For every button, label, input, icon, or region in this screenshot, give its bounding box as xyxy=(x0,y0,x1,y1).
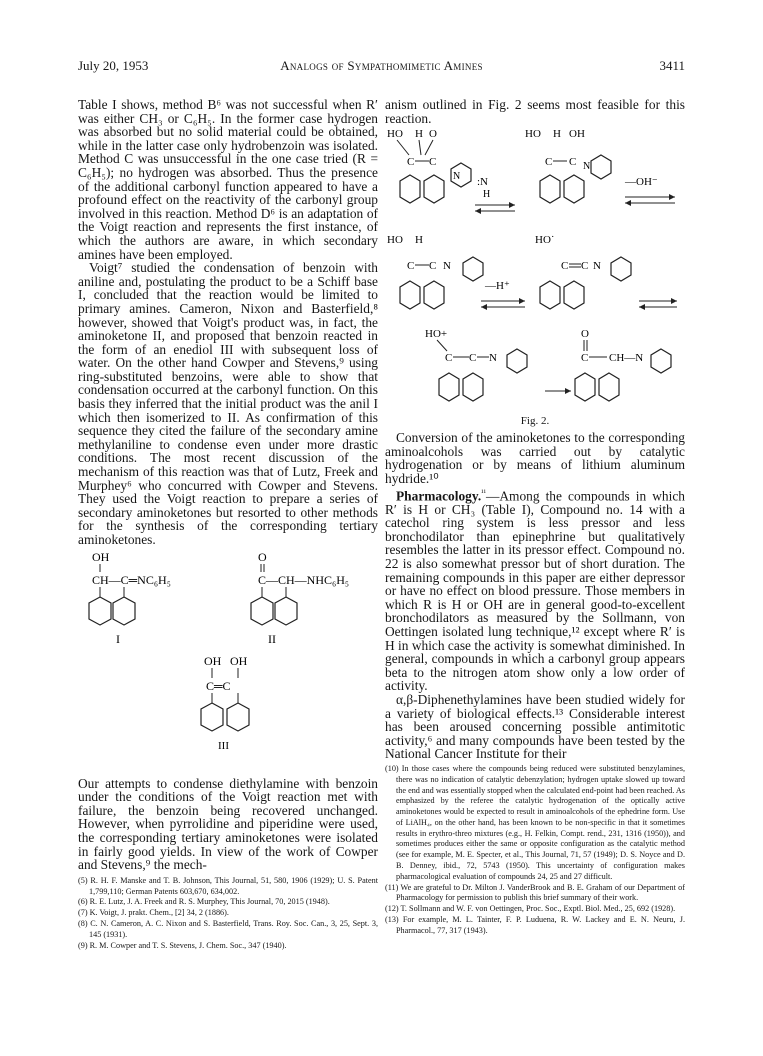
right-paragraph-2: Conversion of the aminoketones to the corresponding aminoalcohols was carried out by catalytic hydrogenation or by means of lithium aluminum hydride.¹⁰ xyxy=(385,430,685,486)
fig-hodot: HO˙ xyxy=(535,234,555,247)
fig-n2: N xyxy=(583,161,591,173)
pharmacology-sup: ¹¹ xyxy=(481,487,486,497)
fig-c1: C xyxy=(407,156,415,169)
footnote-10: (10) In those cases where the compounds being reduced were substituted benzylamines, there was no indication of catalytic debenzylation; hydrogen uptake slowed up toward the end and was essentially stopped when the calculated end-point had been reached. As emphasized by the referee the catalytic hydrogenation of the optically active aminoketones would be expected to result in aminoalcohols of the ephedrine form. Use of LiAlH₄, on the other hand, has been known to be non-specific in that it sometimes results in erythro-threo mixtures (e.g., H. Felkin, Compt. rend., 231, 1316 (1950)), and sometimes produces either the same or opposite configuration as the catalytic method (see for example, M. E. Specter, et al., This Journal, 71, 57 (1949); D. S. Noyce and D. B. Denney, ibid., 72, 5743 (1950). This uncertainty of configuration makes pharmacological evaluation of compounds 24, 25 and 27 difficult. xyxy=(385,763,685,881)
fig-n1: N xyxy=(453,171,461,183)
fig-ch-n: CH—N xyxy=(609,352,644,365)
struct-II-chain: C—CH—NHC₆H₅ xyxy=(258,572,350,587)
footnote-5: (5) R. H. F. Manske and T. B. Johnson, This Journal, 51, 580, 1906 (1929); U. S. Patent 1,799,110; German Patents 603,670, 634,002. xyxy=(78,875,378,896)
fig-h-2: H xyxy=(553,128,561,141)
structures-i-ii-iii xyxy=(78,547,378,777)
struct-I-chain: CH—C═NC₆H₅ xyxy=(92,572,171,587)
footnote-6: (6) R. E. Lutz, J. A. Freek and R. S. Murphey, This Journal, 70, 2015 (1948). xyxy=(78,897,330,907)
footnote-9: (9) R. M. Cowper and T. S. Stevens, J. Chem. Soc., 347 (1940). xyxy=(78,940,287,950)
fig-c2: C xyxy=(429,156,437,169)
header-date: July 20, 1953 xyxy=(78,58,149,73)
left-paragraph-1: Table I shows, method B⁶ was not successful when R′ was either CH₃ or C₆H₅. In the former case hydrogen was absorbed but no solid material could be obtained, while in the latter case only hydrobenzoin was isolated. Method C was unsuccessful in the one case tried (R = C₆H₅); no hydrogen was absorbed. Thus the presence of the additional carbonyl function appeared to have a profound effect on the reactivity of the carbonyl group involved in this reaction. Method D⁶ is an adaptation of the Voigt reaction and represents the first instance, of which the authors are aware, in which secondary amines have been employed. xyxy=(78,97,378,262)
left-paragraph-2: Voigt⁷ studied the condensation of benzoin with aniline and, postulating the product to be a Schiff base I, concluded that the reaction would be limited to primary amines. Cameron, Nixon and Basterfield,⁸ however, showed that Voigt's product was, in fact, the aminoketone II, and proposed that benzoin reacted in the form of an enediol III with subsequent loss of water. On the other hand Cowper and Stevens,⁹ using ring-substituted benzoins, were able to show that condensation occurred at the carbonyl function. On this basis they inferred that the initial product was the anil I which then isomerized to II. As confirmation of this sequence they cited the failure of the secondary amine methylaniline to condense even under more drastic conditions. The most recent discussion of the mechanism of this reaction was that of Lutz, Freek and Murphey⁶ who concurred with Cowper and Stevens. They used the Voigt reaction to prepare a series of secondary aminoketones but resorted to other methods for the synthesis of the corresponding tertiary aminoketones. xyxy=(78,260,378,547)
fig-ho: HO xyxy=(387,128,403,141)
footnote-7: (7) K. Voigt, J. prakt. Chem., [2] 34, 2 (1886). xyxy=(78,908,229,918)
fig-h: H xyxy=(415,128,423,141)
fig-c8: C xyxy=(581,260,589,273)
fig-h-amine: H xyxy=(483,189,491,201)
fig-hplus: —H⁺ xyxy=(485,280,510,293)
struct-III-cc: C═C xyxy=(206,678,231,693)
struct-III-oh2: OH xyxy=(230,653,248,668)
fig-oh-2: OH xyxy=(569,128,585,141)
structure-I xyxy=(89,550,171,646)
fig-c6: C xyxy=(429,260,437,273)
struct-III-label: III xyxy=(218,739,229,752)
pharmacology-heading: Pharmacology. xyxy=(396,488,482,504)
fig-c11: C xyxy=(581,352,589,365)
fig-o-2: O xyxy=(581,328,589,341)
left-paragraph-2a xyxy=(78,261,378,546)
fig-n5: N xyxy=(489,352,497,365)
figure-caption: Fig. 2. xyxy=(520,415,550,428)
fig-c3: C xyxy=(545,156,553,169)
footnote-11: (11) We are grateful to Dr. Milton J. VanderBrook and B. E. Graham of our Department of Pharmacology for permission to publish this brief summary of their work. xyxy=(385,882,685,903)
right-footnotes xyxy=(385,764,685,937)
fig-h-3: H xyxy=(415,234,423,247)
fig-c7: C xyxy=(561,260,569,273)
structure-II xyxy=(251,550,349,646)
fig-ho-2: HO xyxy=(525,128,541,141)
fig2-row3 xyxy=(425,328,671,401)
footnote-13: (13) For example, M. L. Tainter, F. P. Luduena, R. W. Lackey and E. N. Neuru, J. Pharmacol., 77, 317 (1943). xyxy=(385,915,685,935)
fig-c9: C xyxy=(445,352,453,365)
struct-III-oh1: OH xyxy=(204,653,222,668)
fig2-amine xyxy=(475,176,515,214)
right-paragraph-1: anism outlined in Fig. 2 seems most feasible for this reaction. xyxy=(385,97,685,126)
fig-o: O xyxy=(429,128,437,141)
figure-2-mechanism xyxy=(385,125,685,413)
fig-nh: :N xyxy=(477,176,488,189)
struct-I-oh: OH xyxy=(92,549,110,564)
struct-I-label: I xyxy=(116,631,120,646)
pharmacology-text: —Among the compounds in which R′ is H or CH₃ (Table I), Compound no. 14 with a catechol ring system is less pressor and less bronchodilator than epinephrine but qualitatively resembles the latter in its pressor effect. Compound no. 22 is also somewhat pressor but of short duration. The remaining compounds in this paper are either depressor or have no effect on blood pressure. Those members in which R is H or OH are in general good-to-excellent bronchodilators as measured by the Sollmann, von Oettingen isolated lung technique,¹² except where R′ is H in which case the activity is somewhat diminished. In general, compounds in which a carbonyl group appears beta to the nitrogen atom show only a low order of activity. xyxy=(385,488,685,694)
structure-III xyxy=(201,654,249,752)
fig2-row1-right xyxy=(525,128,675,206)
right-paragraph-4: α,β-Diphenethylamines have been studied widely for a variety of biological effects.¹³ Considerable interest has been aroused concerning possible antimitotic activity,⁶ and many compounds have been tested by the National Cancer Institute for their xyxy=(385,691,685,762)
struct-II-label: II xyxy=(268,631,276,646)
header-title: Analogs of Sympathomimetic Amines xyxy=(280,58,483,73)
right-column xyxy=(385,98,685,937)
fig-c10: C xyxy=(469,352,477,365)
fig2-row2 xyxy=(387,234,677,310)
fig-hoplus: HO+ xyxy=(425,328,448,341)
right-paragraph-3 xyxy=(385,486,685,693)
fig-c4: C xyxy=(569,156,577,169)
fig-n3: N xyxy=(443,260,451,273)
left-paragraph-3: Our attempts to condense diethylamine with benzoin under the conditions of the Voigt reaction met with failure, the benzoin being recovered unchanged. However, when pyrrolidine and piperidine were used, the corresponding tertiary aminoketones were isolated in fairly good yields. In view of the work of Cowper and Stevens,⁹ the mech- xyxy=(78,775,378,873)
footnote-12: (12) T. Sollmann and W. F. von Oettingen, Proc. Soc., Exptl. Biol. Med., 25, 692 (1928). xyxy=(385,904,676,914)
left-footnotes xyxy=(78,876,378,952)
page-number: 3411 xyxy=(659,58,685,73)
struct-II-o: O xyxy=(258,549,267,564)
fig-c5: C xyxy=(407,260,415,273)
fig-ho-3: HO xyxy=(387,234,403,247)
footnote-8: (8) C. N. Cameron, A. C. Nixon and S. Basterfield, Trans. Roy. Soc. Can., 3, 25, Sept. 3, 145 (1931). xyxy=(78,918,378,939)
fig-n4: N xyxy=(593,260,601,273)
left-column xyxy=(78,98,378,951)
fig-ohminus: —OH⁻ xyxy=(625,176,658,189)
fig2-row1-left xyxy=(387,128,471,203)
